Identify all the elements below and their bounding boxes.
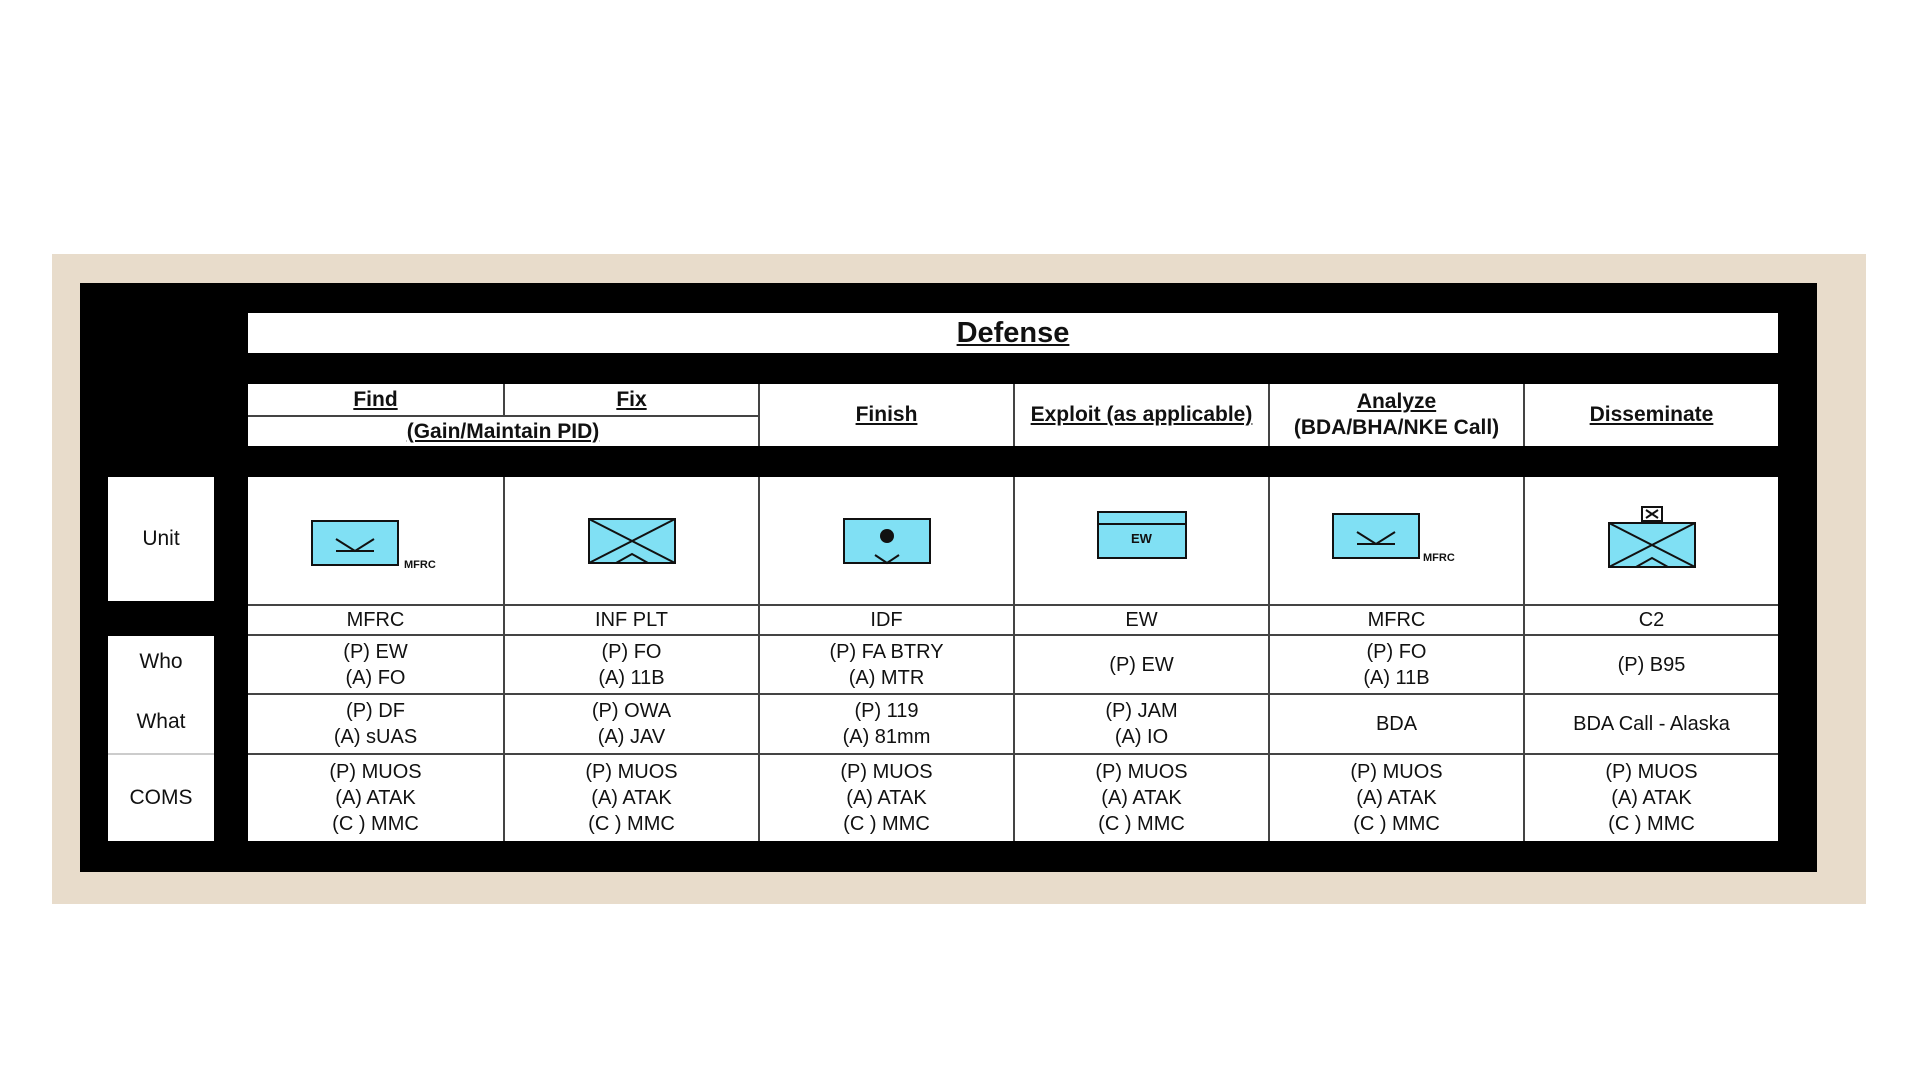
who-cell-6 (1523, 636, 1778, 693)
coms-primary-6: (P) MUOS (1605, 761, 1698, 783)
finish-label: Finish (855, 403, 918, 426)
who-primary-6: (P) B95 (1617, 653, 1686, 676)
analyze-sub-label: (BDA/BHA/NKE Call) (1293, 416, 1500, 439)
unit-cell-1 (248, 606, 503, 634)
finish-header (758, 384, 1013, 446)
page-title: Defense (248, 313, 1778, 353)
who-primary-3: (P) FA BTRY (829, 640, 944, 663)
what-cell-5 (1268, 695, 1523, 753)
who-cell-2 (503, 636, 758, 693)
who-primary-1: (P) EW (343, 640, 408, 663)
symbol-cell-5 (1268, 477, 1523, 604)
phase-header-row (248, 384, 1778, 446)
analyze-label: Analyze (1356, 390, 1437, 413)
who-alternate-5: (A) 11B (1363, 666, 1430, 689)
fix-header (503, 384, 758, 415)
find-label: Find (353, 387, 398, 411)
coms-cell-3 (758, 755, 1013, 841)
coms-cell-6 (1523, 755, 1778, 841)
symbol-cell-3 (758, 477, 1013, 604)
what-alternate-2: (A) JAV (597, 726, 666, 748)
infantry-platoon-icon (582, 513, 682, 569)
who-primary-5: (P) FO (1366, 640, 1427, 663)
coms-cell-1 (248, 755, 503, 841)
row-label-who: Who (108, 636, 214, 753)
who-alternate-3: (A) MTR (848, 666, 925, 689)
what-cell-6 (1523, 695, 1778, 753)
coms-contingency-4: (C ) MMC (1098, 813, 1185, 835)
electronic-warfare-icon (1097, 511, 1187, 559)
what-primary-1: (P) DF (346, 700, 405, 722)
symbol-cell-1 (248, 477, 503, 604)
coms-alternate-5: (A) ATAK (1356, 787, 1437, 809)
unit-name-1: MFRC (346, 609, 405, 631)
what-cell-1 (248, 695, 503, 753)
coms-alternate-2: (A) ATAK (591, 787, 672, 809)
coms-cell-5 (1268, 755, 1523, 841)
analyze-header (1268, 384, 1523, 446)
what-primary-5: BDA (1375, 713, 1418, 735)
coms-primary-3: (P) MUOS (840, 761, 933, 783)
coms-primary-4: (P) MUOS (1095, 761, 1188, 783)
symbol-cell-2 (503, 477, 758, 604)
unit-cell-3 (758, 606, 1013, 634)
what-alternate-1: (A) sUAS (333, 726, 418, 748)
coms-contingency-1: (C ) MMC (332, 813, 419, 835)
disseminate-header (1523, 384, 1778, 446)
exploit-label: Exploit (as applicable) (1030, 403, 1253, 426)
coms-alternate-4: (A) ATAK (1101, 787, 1182, 809)
coms-contingency-6: (C ) MMC (1608, 813, 1695, 835)
unit-name-2: INF PLT (595, 609, 668, 631)
symbol-cell-4 (1013, 477, 1268, 604)
unit-cell-5 (1268, 606, 1523, 634)
who-cell-4 (1013, 636, 1268, 693)
find-fix-sub (248, 417, 758, 446)
unit-name-5: MFRC (1367, 609, 1426, 631)
what-alternate-4: (A) IO (1114, 726, 1169, 748)
coms-primary-5: (P) MUOS (1350, 761, 1443, 783)
find-fix-sub-label: (Gain/Maintain PID) (406, 419, 600, 443)
who-cell-5 (1268, 636, 1523, 693)
find-header (248, 384, 503, 415)
coms-alternate-6: (A) ATAK (1611, 787, 1692, 809)
what-primary-6: BDA Call - Alaska (1573, 713, 1730, 735)
symbol-modifier-5: MFRC (1423, 552, 1455, 564)
unit-cell-2 (503, 606, 758, 634)
exploit-header (1013, 384, 1268, 446)
unit-cell-6 (1523, 606, 1778, 634)
coms-cell-2 (503, 755, 758, 841)
fix-label: Fix (616, 387, 647, 411)
what-cell-4 (1013, 695, 1268, 753)
who-alternate-1: (A) FO (345, 666, 406, 689)
who-cell-3 (758, 636, 1013, 693)
what-cell-2 (503, 695, 758, 753)
row-label-what: What (136, 710, 186, 733)
what-primary-3: (P) 119 (854, 700, 919, 722)
who-primary-4: (P) EW (1109, 653, 1174, 676)
row-label-unit: Unit (108, 477, 214, 601)
coms-alternate-1: (A) ATAK (335, 787, 416, 809)
what-cell-3 (758, 695, 1013, 753)
coms-contingency-5: (C ) MMC (1353, 813, 1440, 835)
who-cell-1 (248, 636, 503, 693)
what-alternate-3: (A) 81mm (842, 726, 931, 748)
indirect-fire-icon (837, 513, 937, 569)
coms-cell-4 (1013, 755, 1268, 841)
disseminate-label: Disseminate (1589, 403, 1714, 426)
unit-name-3: IDF (870, 609, 903, 631)
unit-name-6: C2 (1638, 609, 1665, 631)
coms-primary-2: (P) MUOS (585, 761, 678, 783)
command-control-icon (1602, 505, 1702, 577)
row-label-coms: COMS (108, 755, 214, 841)
coms-primary-1: (P) MUOS (329, 761, 422, 783)
unit-name-4: EW (1125, 609, 1158, 631)
find-fix-header (248, 384, 758, 446)
what-primary-4: (P) JAM (1105, 700, 1178, 722)
ew-symbol-text: EW (1131, 530, 1152, 546)
symbol-modifier-1: MFRC (404, 559, 436, 571)
symbol-cell-6 (1523, 477, 1778, 604)
coms-contingency-2: (C ) MMC (588, 813, 675, 835)
coms-alternate-3: (A) ATAK (846, 787, 927, 809)
who-alternate-2: (A) 11B (598, 666, 665, 689)
coms-contingency-3: (C ) MMC (843, 813, 930, 835)
who-primary-2: (P) FO (601, 640, 662, 663)
what-primary-2: (P) OWA (591, 700, 672, 722)
unit-cell-4 (1013, 606, 1268, 634)
